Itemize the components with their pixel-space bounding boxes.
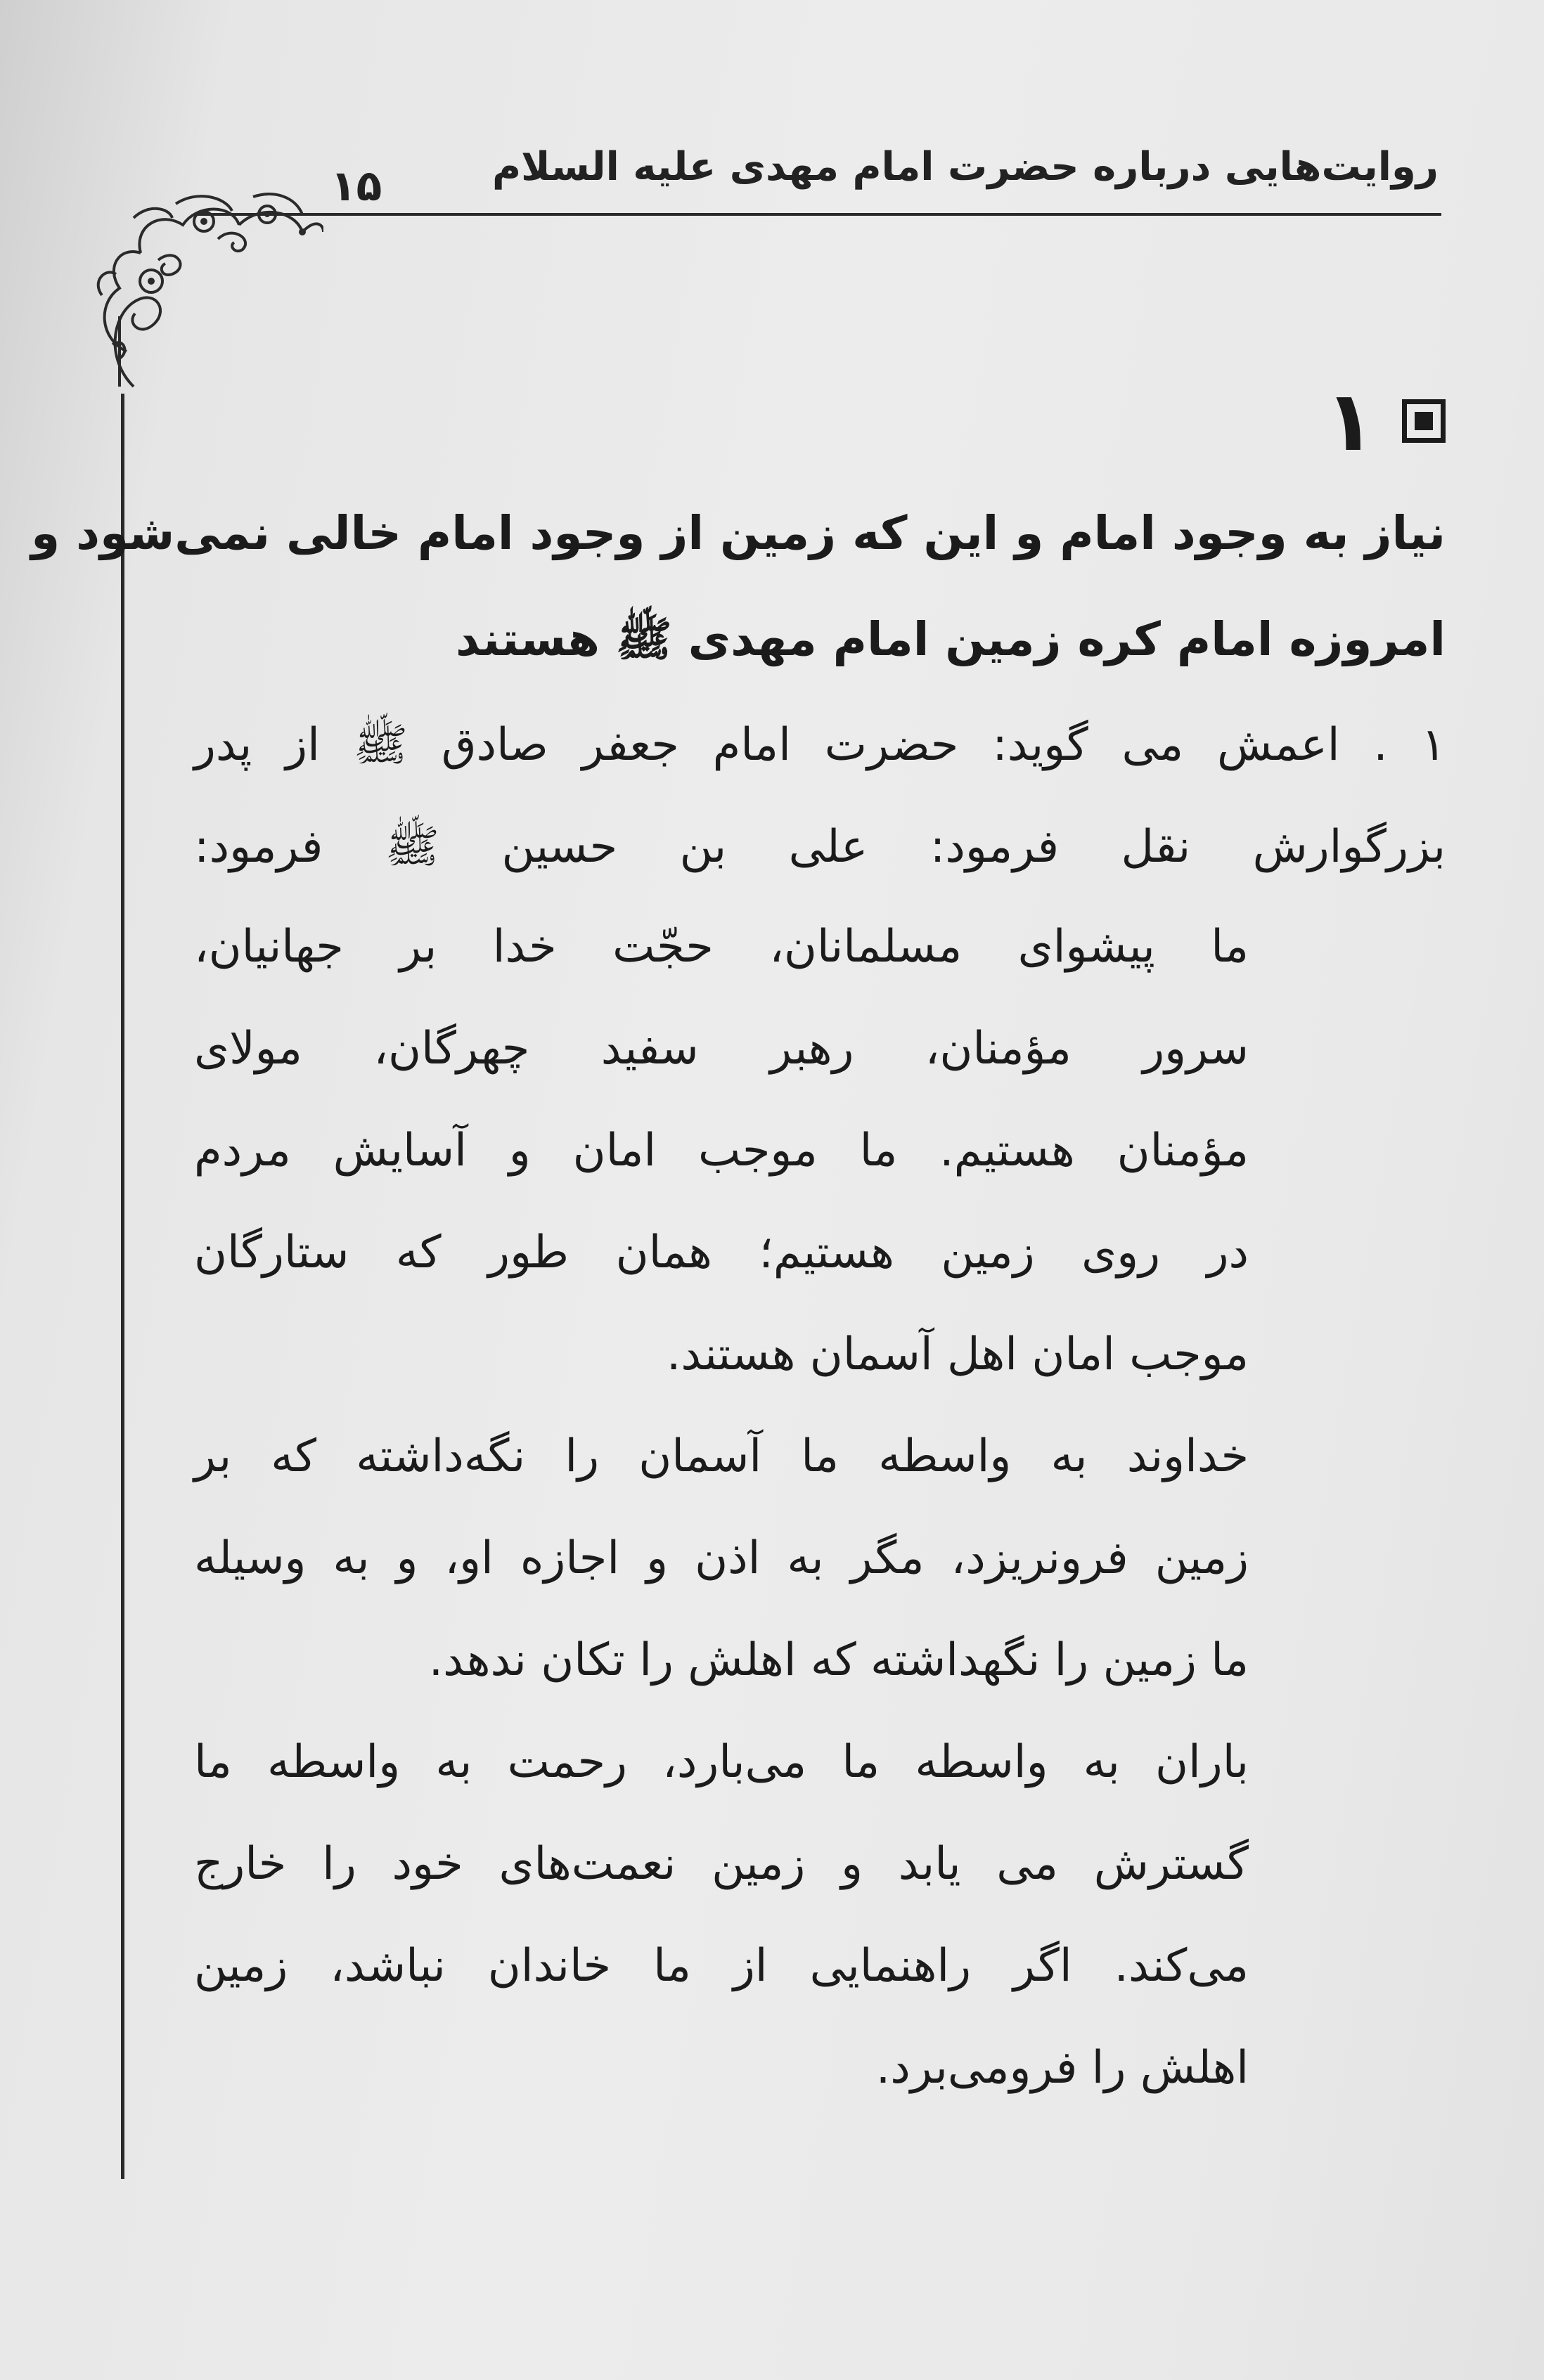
section-number-text: ۱ [1324,373,1375,470]
body-line: موجب امان اهل آسمان هستند. [667,1328,1249,1380]
body-line: در روی زمین هستیم؛ همان طور که ستارگان [194,1227,1249,1279]
running-head: روایت‌هایی درباره حضرت امام مهدی علیه السلام [492,144,1439,190]
section-title-line-1: نیاز به وجود امام و این که زمین از وجود امام خالی نمی‌شود و [31,506,1446,560]
body-line: بزرگوارش نقل فرمود: علی بن حسین ﷺ فرمود: [194,821,1446,873]
body-line: خداوند به واسطه ما آسمان را نگه‌داشته که بر [194,1430,1249,1482]
body-line: سرور مؤمنان، رهبر سفید چهرگان، مولای [194,1023,1249,1075]
body-line: ما پیشوای مسلمانان، حجّت خدا بر جهانیان، [194,921,1249,973]
body-line: ما زمین را نگهداشته که اهلش را تکان ندهد. [428,1634,1249,1686]
page-number: ۱۵ [330,162,382,211]
section-number [1324,373,1446,470]
header-rule [197,213,1441,216]
body-line: زمین فرونریزد، مگر به اذن و اجازه او، و به وسیله [194,1532,1249,1584]
body-line: می‌کند. اگر راهنمایی از ما خاندان نباشد، زمین [194,1940,1249,1992]
margin-rule [121,394,124,2179]
body-line: ۱ . اعمش می گوید: حضرت امام جعفر صادق ﷺ از پدر [194,719,1446,771]
corner-ornament-icon [91,176,323,401]
section-title-line-2: امروزه امام کره زمین امام مهدی ﷺ هستند [456,612,1446,666]
square-bullet-icon [1402,399,1446,443]
body-line: اهلش را فرومی‌برد. [875,2042,1249,2094]
body-line: باران به واسطه ما می‌بارد، رحمت به واسطه ما [194,1736,1249,1788]
body-line: گسترش می یابد و زمین نعمت‌های خود را خارج [194,1838,1249,1890]
body-line: مؤمنان هستیم. ما موجب امان و آسایش مردم [194,1125,1249,1177]
